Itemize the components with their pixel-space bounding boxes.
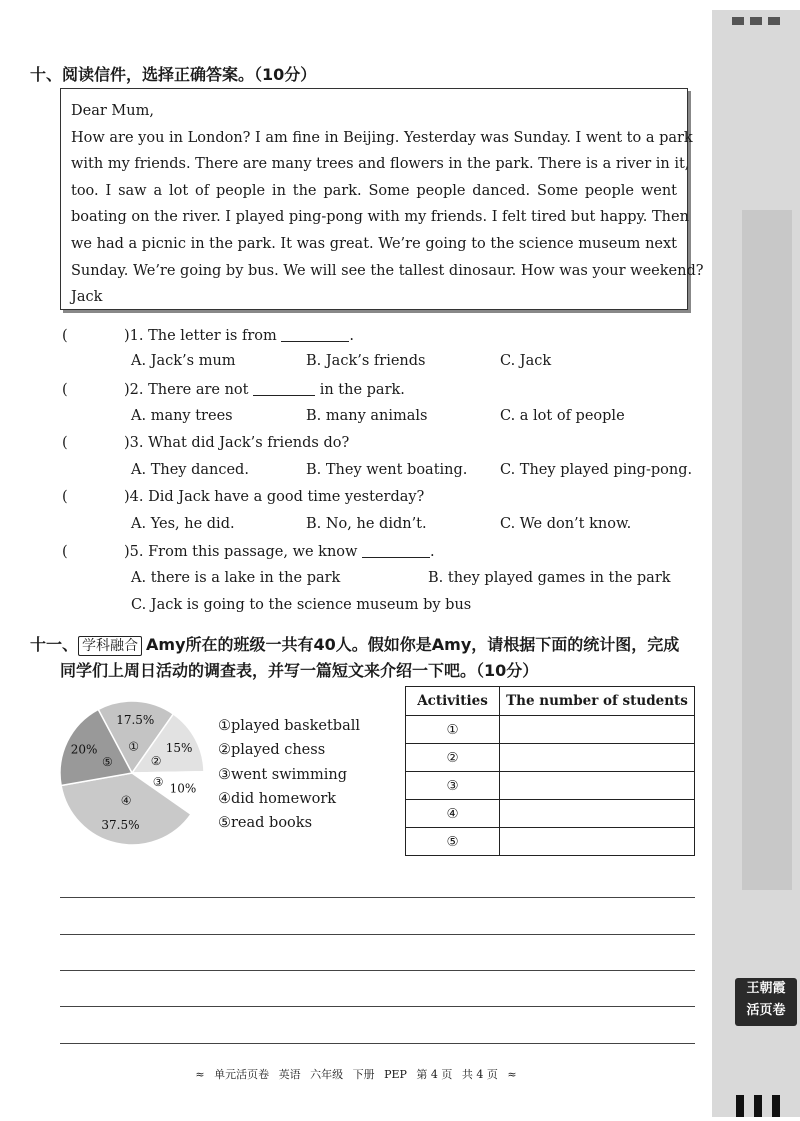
binding-marks bbox=[732, 10, 800, 20]
letter-signature: Jack bbox=[71, 289, 103, 306]
pie-value-label: 20% bbox=[70, 742, 98, 757]
option-b[interactable]: B. No, he didn’t. bbox=[306, 516, 427, 532]
pie-category-label: ⑤ bbox=[102, 755, 113, 770]
answer-paren[interactable]: ( bbox=[62, 435, 68, 451]
question-3 bbox=[62, 435, 349, 451]
letter-greeting: Dear Mum, bbox=[71, 103, 154, 119]
footer-item: 第 4 页 bbox=[416, 1068, 453, 1081]
subject-tag: 学科融合 bbox=[78, 636, 142, 656]
legend-item: ③went swimming bbox=[218, 766, 348, 783]
option-c[interactable]: C. We don’t know. bbox=[500, 516, 632, 532]
legend-item: ⑤read books bbox=[218, 815, 313, 832]
option-c[interactable]: C. Jack is going to the science museum by bus bbox=[131, 597, 472, 613]
header-activities: Activities bbox=[406, 687, 500, 716]
writing-line[interactable] bbox=[60, 1043, 695, 1044]
pie-value-label: 17.5% bbox=[116, 712, 155, 727]
activity-cell: ④ bbox=[406, 800, 500, 828]
answer-blank[interactable] bbox=[253, 381, 315, 396]
option-b[interactable]: B. Jack’s friends bbox=[306, 353, 426, 369]
option-c[interactable]: C. a lot of people bbox=[500, 408, 625, 424]
option-a[interactable]: A. there is a lake in the park bbox=[131, 570, 341, 586]
letter-line: boating on the river. I played ping-pong with my friends. I felt tired but happy. Then bbox=[71, 209, 689, 226]
footer-item: 六年级 bbox=[310, 1068, 344, 1081]
activity-cell: ③ bbox=[406, 772, 500, 800]
activity-cell: ① bbox=[406, 716, 500, 744]
table-header-row bbox=[406, 687, 695, 716]
writing-line[interactable] bbox=[60, 970, 695, 971]
letter-line: Sunday. We’re going by bus. We will see the tallest dinosaur. How was your weekend? bbox=[71, 262, 704, 279]
option-c[interactable]: C. Jack bbox=[500, 353, 552, 369]
answer-cell[interactable] bbox=[500, 744, 695, 772]
pie-legend bbox=[218, 714, 360, 835]
question-1 bbox=[62, 327, 354, 344]
answer-cell[interactable] bbox=[500, 800, 695, 828]
footer-mark: ≈ bbox=[195, 1068, 205, 1081]
activity-cell: ⑤ bbox=[406, 828, 500, 856]
question-text: )1. The letter is from bbox=[124, 328, 277, 344]
option-a[interactable]: A. They danced. bbox=[131, 462, 249, 478]
question-text: )2. There are not bbox=[124, 382, 249, 398]
page-footer bbox=[0, 1066, 712, 1082]
option-a[interactable]: A. Yes, he did. bbox=[131, 516, 235, 532]
side-strip bbox=[712, 10, 800, 1117]
table-row bbox=[406, 800, 695, 828]
answer-blank[interactable] bbox=[362, 543, 430, 558]
brand-logo bbox=[735, 978, 797, 1026]
question-2 bbox=[62, 381, 405, 398]
activity-cell: ② bbox=[406, 744, 500, 772]
header-number: The number of students bbox=[500, 687, 695, 716]
pie-chart bbox=[57, 698, 207, 848]
question-after: . bbox=[430, 544, 435, 560]
option-b[interactable]: B. many animals bbox=[306, 408, 428, 424]
survey-table bbox=[405, 686, 695, 856]
letter-box bbox=[60, 88, 704, 310]
letter-line: we had a picnic in the park. It was great. We’re going to the science museum next bbox=[71, 235, 677, 252]
pie-category-label: ④ bbox=[120, 793, 132, 808]
pie-category-label: ① bbox=[128, 739, 140, 754]
footer-item: 下册 bbox=[352, 1068, 375, 1081]
answer-blank[interactable] bbox=[281, 327, 349, 342]
footer-mark: ≈ bbox=[507, 1068, 517, 1081]
question-5 bbox=[62, 543, 435, 560]
answer-paren[interactable]: ( bbox=[62, 489, 68, 505]
answer-paren[interactable]: ( bbox=[62, 382, 68, 398]
table-row bbox=[406, 828, 695, 856]
question-after: . bbox=[349, 328, 354, 344]
pie-value-label: 10% bbox=[169, 781, 197, 796]
pie-category-label: ② bbox=[150, 754, 162, 769]
legend-item: ②played chess bbox=[218, 742, 326, 759]
answer-cell[interactable] bbox=[500, 828, 695, 856]
side-strip-panel bbox=[742, 210, 792, 890]
legend-item: ①played basketball bbox=[218, 718, 360, 734]
brand-line2: 活页卷 bbox=[746, 1003, 786, 1018]
pie-value-label: 15% bbox=[165, 740, 193, 755]
section11-line1: Amy所在的班级一共有40人。假如你是Amy，请根据下面的统计图，完成 bbox=[146, 635, 680, 654]
table-row bbox=[406, 772, 695, 800]
pie-value-label: 37.5% bbox=[101, 818, 140, 833]
brand-line1: 王朝霞 bbox=[746, 981, 786, 996]
legend-item: ④did homework bbox=[218, 790, 337, 807]
answer-cell[interactable] bbox=[500, 772, 695, 800]
question-4 bbox=[62, 489, 424, 505]
writing-line[interactable] bbox=[60, 934, 695, 935]
answer-paren[interactable]: ( bbox=[62, 328, 68, 344]
question-text: )4. Did Jack have a good time yesterday? bbox=[124, 489, 425, 505]
footer-item: 英语 bbox=[278, 1068, 301, 1081]
footer-item: PEP bbox=[384, 1068, 407, 1081]
option-b[interactable]: B. they played games in the park bbox=[428, 570, 671, 586]
section11-line2: 同学们上周日活动的调查表，并写一篇短文来介绍一下吧。（10分） bbox=[60, 661, 539, 680]
binding-bars bbox=[736, 1095, 790, 1121]
answer-paren[interactable]: ( bbox=[62, 544, 68, 560]
option-a[interactable]: A. Jack’s mum bbox=[131, 353, 236, 369]
letter-line: too. I saw a lot of people in the park. Some people danced. Some people went bbox=[71, 182, 677, 199]
question-text: )5. From this passage, we know bbox=[124, 544, 358, 560]
question-after: in the park. bbox=[319, 382, 405, 398]
section11-number: 十一、 bbox=[30, 635, 79, 654]
letter-line: with my friends. There are many trees and flowers in the park. There is a river in it, bbox=[71, 156, 690, 173]
footer-item: 共 4 页 bbox=[461, 1068, 498, 1081]
section11-title bbox=[30, 632, 679, 656]
question-text: )3. What did Jack’s friends do? bbox=[124, 435, 350, 451]
option-a[interactable]: A. many trees bbox=[131, 408, 233, 424]
footer-item: 单元活页卷 bbox=[214, 1068, 270, 1081]
section10-title: 十、阅读信件，选择正确答案。（10分） bbox=[30, 65, 317, 84]
option-c[interactable]: C. They played ping-pong. bbox=[500, 462, 693, 478]
answer-cell[interactable] bbox=[500, 716, 695, 744]
pie-category-label: ③ bbox=[152, 774, 164, 789]
option-b[interactable]: B. They went boating. bbox=[306, 462, 468, 478]
table-row bbox=[406, 716, 695, 744]
writing-line[interactable] bbox=[60, 897, 695, 898]
writing-line[interactable] bbox=[60, 1006, 695, 1007]
letter-line: How are you in London? I am fine in Beijing. Yesterday was Sunday. I went to a park bbox=[71, 129, 693, 146]
table-row bbox=[406, 744, 695, 772]
